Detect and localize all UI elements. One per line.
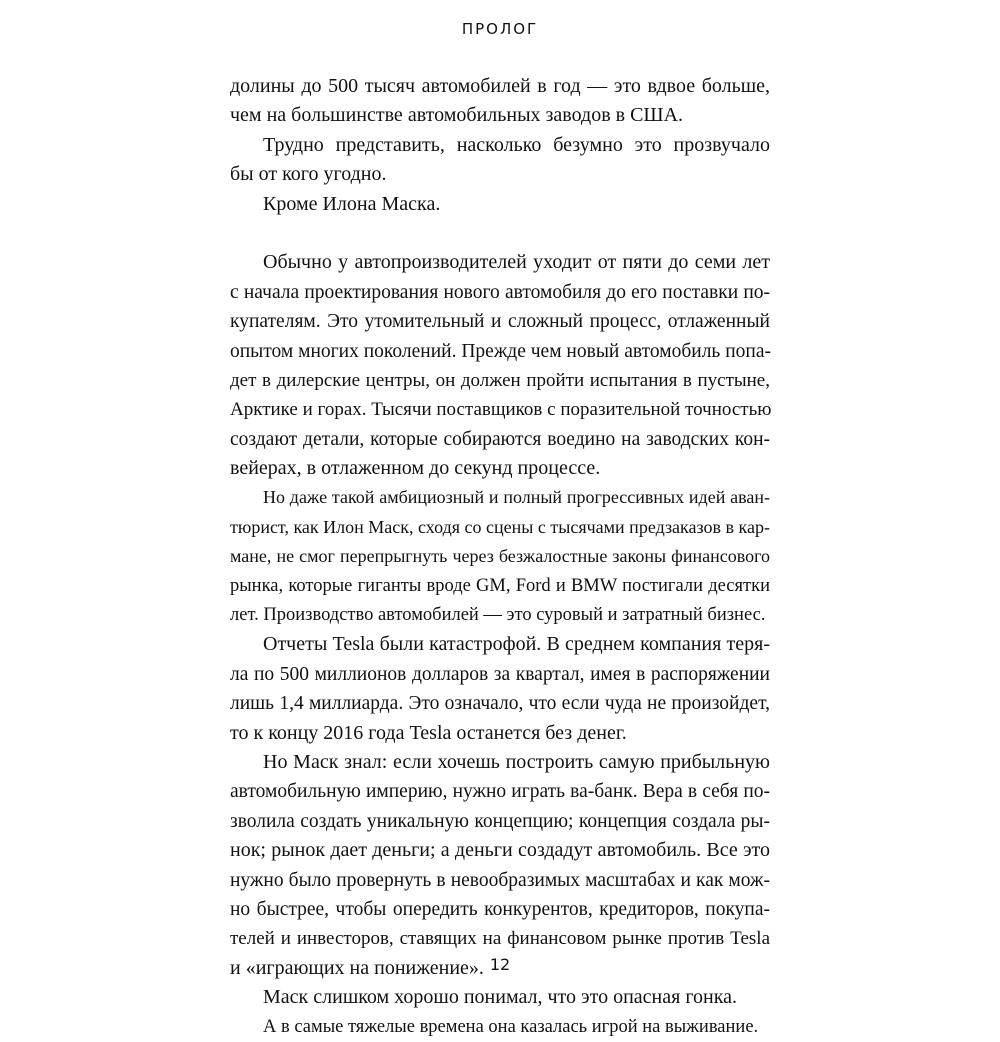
text-line: ла по 500 миллионов долларов за квартал, имея в распоряжении: [230, 663, 770, 685]
text-line: долины до 500 тысяч автомобилей в год — это вдвое больше,: [230, 75, 770, 97]
text-line: бы от кого угодно.: [230, 163, 387, 186]
text-line: телей и инвесторов, ставящих на финансовом рынке против Tesla: [230, 928, 770, 950]
text-line: Кроме Илона Маска.: [263, 192, 441, 215]
text-line: Но Маск знал: если хочешь построить самую прибыльную: [263, 750, 770, 773]
text-line: лет. Производство автомобилей — это суровый и затратный бизнес.: [230, 605, 766, 626]
text-line: дет в дилерские центры, он должен пройти испытания в пустыне,: [230, 369, 770, 391]
text-line: чем на большинстве автомобильных заводов в США.: [230, 104, 684, 127]
text-line: Обычно у автопроизводителей уходит от пяти до семи лет: [263, 251, 770, 274]
text-line: мане, не смог перепрыгнуть через безжалостные законы финансового: [230, 546, 770, 567]
text-line: зволила создать уникальную концепцию; концепция создала ры-: [230, 810, 770, 832]
running-head: ПРОЛОГ: [461, 20, 539, 38]
text-line: вейерах, в отлаженном до секунд процессе.: [230, 457, 601, 480]
text-line: опытом многих поколений. Прежде чем новый автомобиль попа-: [230, 340, 771, 362]
text-line: Маск слишком хорошо понимал, что это опасная гонка.: [263, 986, 738, 1009]
text-line: Арктике и горах. Тысячи поставщиков с поразительной точностью: [230, 399, 772, 421]
text-line: но быстрее, чтобы опередить конкурентов, кредиторов, покупа-: [230, 898, 770, 920]
text-line: и «играющих на понижение».: [230, 956, 484, 979]
section-break: [230, 219, 770, 248]
text-line: Но даже такой амбициозный и полный прогрессивных идей аван-: [263, 487, 770, 508]
text-line: создают детали, которые собираются воедино на заводских кон-: [230, 428, 770, 450]
page-number: 12: [489, 955, 511, 974]
body-text: [230, 72, 770, 1042]
text-line: рынка, которые гиганты вроде GM, Ford и BMW постигали десятки: [230, 575, 770, 596]
text-line: нужно было провернуть в невообразимых масштабах и как мож-: [230, 869, 770, 891]
text-line: автомобильную империю, нужно играть ва-банк. Вера в себя по-: [230, 781, 770, 803]
text-line: А в самые тяжелые времена она казалась игрой на выживание.: [263, 1016, 759, 1037]
text-line: лишь 1,4 миллиарда. Это означало, что если чуда не произойдет,: [230, 693, 770, 715]
text-line: купателям. Это утомительный и сложный процесс, отлаженный: [230, 311, 770, 333]
text-line: Отчеты Tesla были катастрофой. В среднем компания теря-: [263, 633, 770, 656]
text-line: то к концу 2016 года Tesla останется без денег.: [230, 721, 627, 744]
text-line: тюрист, как Илон Маск, сходя со сцены с тысячами предзаказов в кар-: [230, 516, 770, 537]
text-line: с начала проектирования нового автомобиля до его поставки по-: [230, 281, 770, 303]
text-line: Трудно представить, насколько безумно это прозвучало: [263, 133, 770, 156]
text-line: нок; рынок дает деньги; а деньги создадут автомобиль. Все это: [230, 839, 770, 862]
